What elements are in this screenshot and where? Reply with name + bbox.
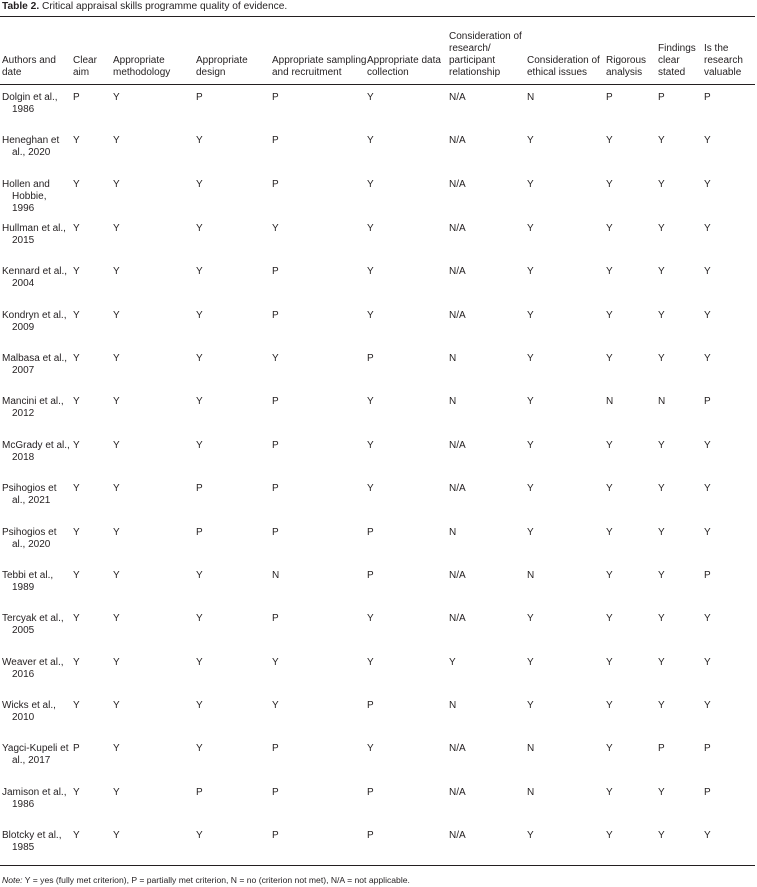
rating-cell: P [272,483,279,495]
rating-cell: Y [704,613,711,625]
table-note-text: Y = yes (fully met criterion), P = partially met criterion, N = no (criterion not met), N/A = not applicable. [22,875,410,885]
rating-cell: Y [113,483,120,495]
rating-cell: Y [196,222,203,234]
rating-cell: Y [606,439,613,451]
rating-cell: Y [606,483,613,495]
rating-cell: Y [196,352,203,364]
rating-cell: N [527,569,535,581]
rating-cell: P [704,743,711,755]
author-name: Malbasa et al., 2007 [2,352,68,376]
rating-cell: Y [527,700,534,712]
author-cell [0,735,73,778]
rating-cell: N [527,92,535,103]
rating-cell: Y [606,222,613,234]
rating-cell: Y [606,743,613,755]
rating-cell: P [658,92,665,103]
author-cell [0,388,73,431]
author-name: Hollen and Hobbie, 1996 [2,178,50,214]
rating-cell: Y [704,483,711,495]
rating-cell: Y [196,309,203,321]
rating-cell: P [73,743,80,755]
rating-cell: P [704,396,711,408]
rating-cell: Y [658,569,665,581]
rating-cell: P [272,743,279,755]
author-name: McGrady et al., 2018 [2,439,70,463]
rating-cell: N [527,786,535,798]
author-name: Yagci-Kupeli et al., 2017 [2,743,69,767]
author-cell [0,345,73,388]
rating-cell: Y [606,613,613,625]
rating-cell: N [449,396,457,408]
rating-cell: Y [73,526,80,538]
rating-cell: Y [113,222,120,234]
table-note-label: Note: [2,875,23,885]
author-cell [0,475,73,518]
rating-cell: P [196,526,203,538]
author-name: Hullman et al., 2015 [2,222,66,246]
rating-cell: Y [113,92,120,103]
rating-cell: Y [367,483,374,495]
rating-cell: N/A [449,483,466,495]
author-name: Dolgin et al., 1986 [2,92,58,115]
author-name: Wicks et al., 2010 [2,700,56,724]
rating-cell: P [704,569,711,581]
table-caption-label: Table 2. [2,1,40,12]
rating-cell: P [272,786,279,798]
rating-cell: Y [272,656,279,668]
rating-cell: Y [113,439,120,451]
rating-cell: Y [704,135,711,147]
table-row [0,822,757,865]
rating-cell: Y [658,526,665,538]
author-name: Psihogios et al., 2021 [2,483,57,507]
rating-cell: Y [196,569,203,581]
rating-cell: P [272,309,279,321]
rating-cell: Y [527,830,534,842]
rating-cell: Y [658,266,665,278]
table-note [2,875,410,886]
rating-cell: Y [606,786,613,798]
rating-cell: N [606,396,614,408]
rating-cell: Y [606,178,613,190]
rating-cell: Y [73,309,80,321]
rating-cell: Y [704,700,711,712]
rating-cell: P [367,526,374,538]
rating-cell: Y [606,266,613,278]
rating-cell: P [272,266,279,278]
rating-cell: Y [73,352,80,364]
rating-cell: Y [606,700,613,712]
rating-cell: P [367,569,374,581]
table-header-row [0,17,757,84]
rating-cell: Y [73,700,80,712]
author-cell [0,127,73,170]
author-cell [0,258,73,301]
table-row [0,692,757,735]
table-row [0,605,757,648]
author-name: Weaver et al., 2016 [2,656,64,680]
rating-cell: Y [658,439,665,451]
table-row [0,475,757,518]
rating-cell: Y [367,743,374,755]
rating-cell: Y [658,700,665,712]
column-header: Consideration of research/ participant relationship [449,31,522,78]
rating-cell: Y [527,309,534,321]
rating-cell: Y [113,656,120,668]
rating-cell: Y [704,309,711,321]
rating-cell: Y [658,222,665,234]
rating-cell: N/A [449,786,466,798]
table-row [0,302,757,345]
table-row [0,735,757,778]
column-header: Rigorous analysis [606,55,647,78]
rating-cell: Y [73,178,80,190]
rating-cell: Y [606,135,613,147]
rating-cell: N/A [449,222,466,234]
author-cell [0,171,73,215]
rating-cell: Y [527,266,534,278]
rating-cell: Y [113,700,120,712]
rating-cell: Y [527,178,534,190]
table-row [0,432,757,475]
table-row [0,345,757,388]
rating-cell: Y [527,396,534,408]
rating-cell: N [449,700,457,712]
rating-cell: N/A [449,569,466,581]
rating-cell: Y [658,613,665,625]
rating-cell: Y [658,786,665,798]
rating-cell: P [272,396,279,408]
rating-cell: N [449,352,457,364]
rating-cell: N [449,526,457,538]
column-header: Consideration of ethical issues [527,55,600,78]
column-header: Appropriate data collection [367,55,441,78]
rating-cell: Y [113,309,120,321]
author-name: Mancini et al., 2012 [2,396,64,420]
rating-cell: Y [658,135,665,147]
rating-cell: P [367,786,374,798]
rating-cell: Y [196,396,203,408]
rating-cell: Y [606,352,613,364]
author-name: Blotcky et al., 1985 [2,830,62,854]
author-cell [0,692,73,735]
author-cell [0,215,73,258]
rating-cell: Y [704,526,711,538]
author-name: Tercyak et al., 2005 [2,613,64,637]
table-row [0,127,757,170]
table-row [0,215,757,258]
rating-cell: Y [113,526,120,538]
rating-cell: P [272,92,279,103]
column-header: Appropriate design [196,55,248,78]
rating-cell: Y [527,135,534,147]
rating-cell: Y [196,135,203,147]
rating-cell: P [367,830,374,842]
author-name: Tebbi et al., 1989 [2,569,54,593]
rating-cell: Y [113,266,120,278]
rating-cell: Y [73,266,80,278]
rating-cell: Y [73,569,80,581]
rating-cell: Y [704,266,711,278]
rating-cell: Y [196,700,203,712]
author-cell [0,649,73,692]
rating-cell: P [272,178,279,190]
rating-cell: Y [367,439,374,451]
rating-cell: Y [658,830,665,842]
rating-cell: Y [73,656,80,668]
author-cell [0,519,73,562]
column-header: Findings clear stated [658,43,696,78]
rating-cell: N/A [449,439,466,451]
rating-cell: Y [606,656,613,668]
author-name: Kennard et al., 2004 [2,266,68,290]
rating-cell: Y [196,439,203,451]
rating-cell: P [704,92,711,103]
rating-cell: Y [272,222,279,234]
rating-cell: N/A [449,266,466,278]
column-header: Authors and date [2,55,56,78]
rating-cell: Y [367,309,374,321]
rating-cell: P [196,483,203,495]
rating-cell: Y [704,439,711,451]
author-cell [0,605,73,648]
rating-cell: Y [113,830,120,842]
table-caption [2,0,287,13]
rating-cell: Y [704,352,711,364]
rating-cell: P [658,743,665,755]
rating-cell: P [272,439,279,451]
rating-cell: N/A [449,135,466,147]
rating-cell: Y [73,222,80,234]
rating-cell: Y [367,613,374,625]
rating-cell: Y [113,178,120,190]
rating-cell: Y [606,526,613,538]
quality-table [0,17,757,866]
rating-cell: Y [704,222,711,234]
column-header: Is the research valuable [704,43,743,78]
column-header: Appropriate methodology [113,55,171,78]
rating-cell: Y [527,222,534,234]
rating-cell: Y [527,439,534,451]
rating-cell: P [704,786,711,798]
table-row [0,649,757,692]
rating-cell: Y [704,830,711,842]
rating-cell: Y [449,656,456,668]
table-row [0,519,757,562]
rating-cell: N/A [449,743,466,755]
rating-cell: N/A [449,830,466,842]
rating-cell: Y [113,569,120,581]
rating-cell: Y [658,352,665,364]
rating-cell: Y [196,830,203,842]
rating-cell: Y [367,656,374,668]
author-cell [0,779,73,822]
table-row [0,171,757,215]
rating-cell: P [367,352,374,364]
rating-cell: Y [606,309,613,321]
rating-cell: Y [704,656,711,668]
rating-cell: Y [73,830,80,842]
rating-cell: N/A [449,178,466,190]
rating-cell: Y [196,656,203,668]
author-name: Psihogios et al., 2020 [2,526,57,550]
rating-cell: P [73,92,80,103]
rating-cell: Y [658,178,665,190]
rating-cell: Y [113,352,120,364]
author-cell [0,822,73,865]
table-row [0,562,757,605]
rating-cell: Y [658,483,665,495]
rating-cell: Y [196,743,203,755]
rating-cell: Y [527,613,534,625]
rating-cell: N [527,743,535,755]
rating-cell: Y [113,613,120,625]
rating-cell: Y [367,135,374,147]
rating-cell: P [196,786,203,798]
rating-cell: P [272,830,279,842]
table-row [0,258,757,301]
column-header: Clear aim [73,55,97,78]
rating-cell: P [272,613,279,625]
rating-cell: Y [367,266,374,278]
rating-cell: N [272,569,280,581]
author-name: Kondryn et al., 2009 [2,309,67,333]
author-name: Jamison et al., 1986 [2,786,67,810]
rating-cell: Y [367,178,374,190]
rating-cell: Y [367,222,374,234]
rating-cell: Y [704,178,711,190]
rating-cell: Y [527,656,534,668]
rating-cell: Y [73,396,80,408]
rating-cell: Y [658,309,665,321]
rating-cell: N/A [449,92,466,103]
rating-cell: Y [658,656,665,668]
rating-cell: Y [113,135,120,147]
rating-cell: P [606,92,613,103]
rating-cell: Y [367,92,374,103]
rating-cell: Y [527,352,534,364]
rating-cell: Y [73,483,80,495]
rating-cell: Y [367,396,374,408]
rating-cell: Y [113,786,120,798]
table-caption-text: Critical appraisal skills programme quality of evidence. [42,1,288,12]
rating-cell: Y [73,613,80,625]
author-cell [0,432,73,475]
rating-cell: Y [606,830,613,842]
rating-cell: P [367,700,374,712]
rating-cell: Y [73,786,80,798]
rating-cell: N/A [449,309,466,321]
rating-cell: Y [272,352,279,364]
table-row [0,779,757,822]
rating-cell: N [658,396,666,408]
rating-cell: Y [113,396,120,408]
author-name: Heneghan et al., 2020 [2,135,60,159]
rating-cell: Y [527,526,534,538]
table-row [0,388,757,431]
author-cell [0,302,73,345]
author-cell [0,562,73,605]
rating-cell: Y [73,439,80,451]
rating-cell: Y [196,266,203,278]
rating-cell: P [272,135,279,147]
rating-cell: P [272,526,279,538]
rating-cell: Y [606,569,613,581]
rating-cell: Y [113,743,120,755]
rating-cell: P [196,92,203,103]
rating-cell: Y [196,178,203,190]
table-row [0,84,757,127]
rating-cell: N/A [449,613,466,625]
column-header: Appropriate sampling and recruitment [272,55,367,78]
rating-cell: Y [196,613,203,625]
author-cell [0,84,73,127]
rating-cell: Y [73,135,80,147]
rating-cell: Y [272,700,279,712]
rating-cell: Y [527,483,534,495]
